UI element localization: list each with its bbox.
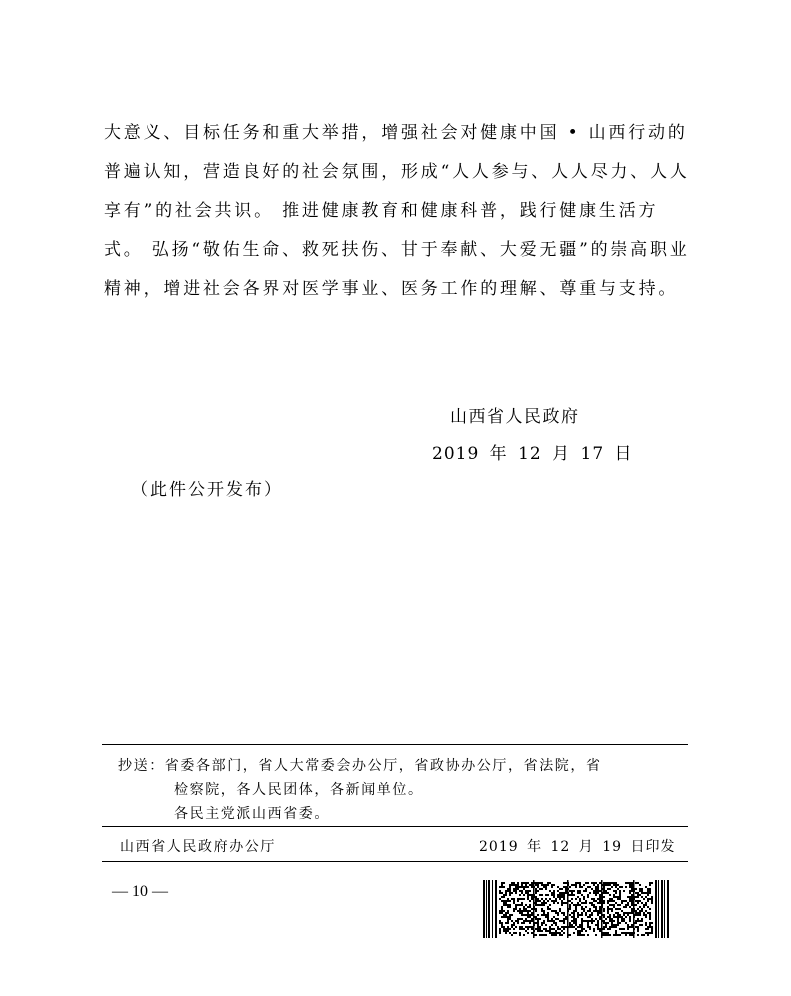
document-body: [104, 114, 688, 309]
footer-print-date: 2019 年 12 月 19 日印发: [479, 839, 676, 855]
signature-date: 2019 年 12 月 17 日: [432, 444, 633, 464]
cc-block: [102, 744, 688, 827]
page-number: — 10 —: [112, 883, 168, 900]
footer-issuer: 山西省人民政府办公厅: [120, 839, 276, 855]
body-line-5: 精神，增进社会各界对医学事业、医务工作的理解、尊重与支持。: [104, 279, 679, 299]
barcode-icon: [483, 880, 669, 938]
footer-divider: [102, 861, 688, 862]
publish-note: （此件公开发布）: [131, 480, 283, 500]
cc-line-2: 检察院，各人民团体，各新闻单位。: [174, 782, 424, 798]
body-line-4: 式。 弘扬“敬佑生命、救死扶伤、甘于奉献、大爱无疆”的崇高职业: [104, 240, 690, 260]
body-line-3: 享有”的社会共识。 推进健康教育和健康科普，践行健康生活方: [104, 201, 659, 221]
cc-line-1: 抄送：省委各部门，省人大常委会办公厅，省政协办公厅，省法院，省: [118, 758, 602, 774]
body-line-2: 普遍认知，营造良好的社会氛围，形成“人人参与、人人尽力、人人: [104, 162, 690, 182]
signature-issuer: 山西省人民政府: [450, 407, 580, 427]
body-line-1: 大意义、目标任务和重大举措，增强社会对健康中国 • 山西行动的: [104, 123, 688, 143]
cc-line-3: 各民主党派山西省委。: [174, 806, 330, 822]
